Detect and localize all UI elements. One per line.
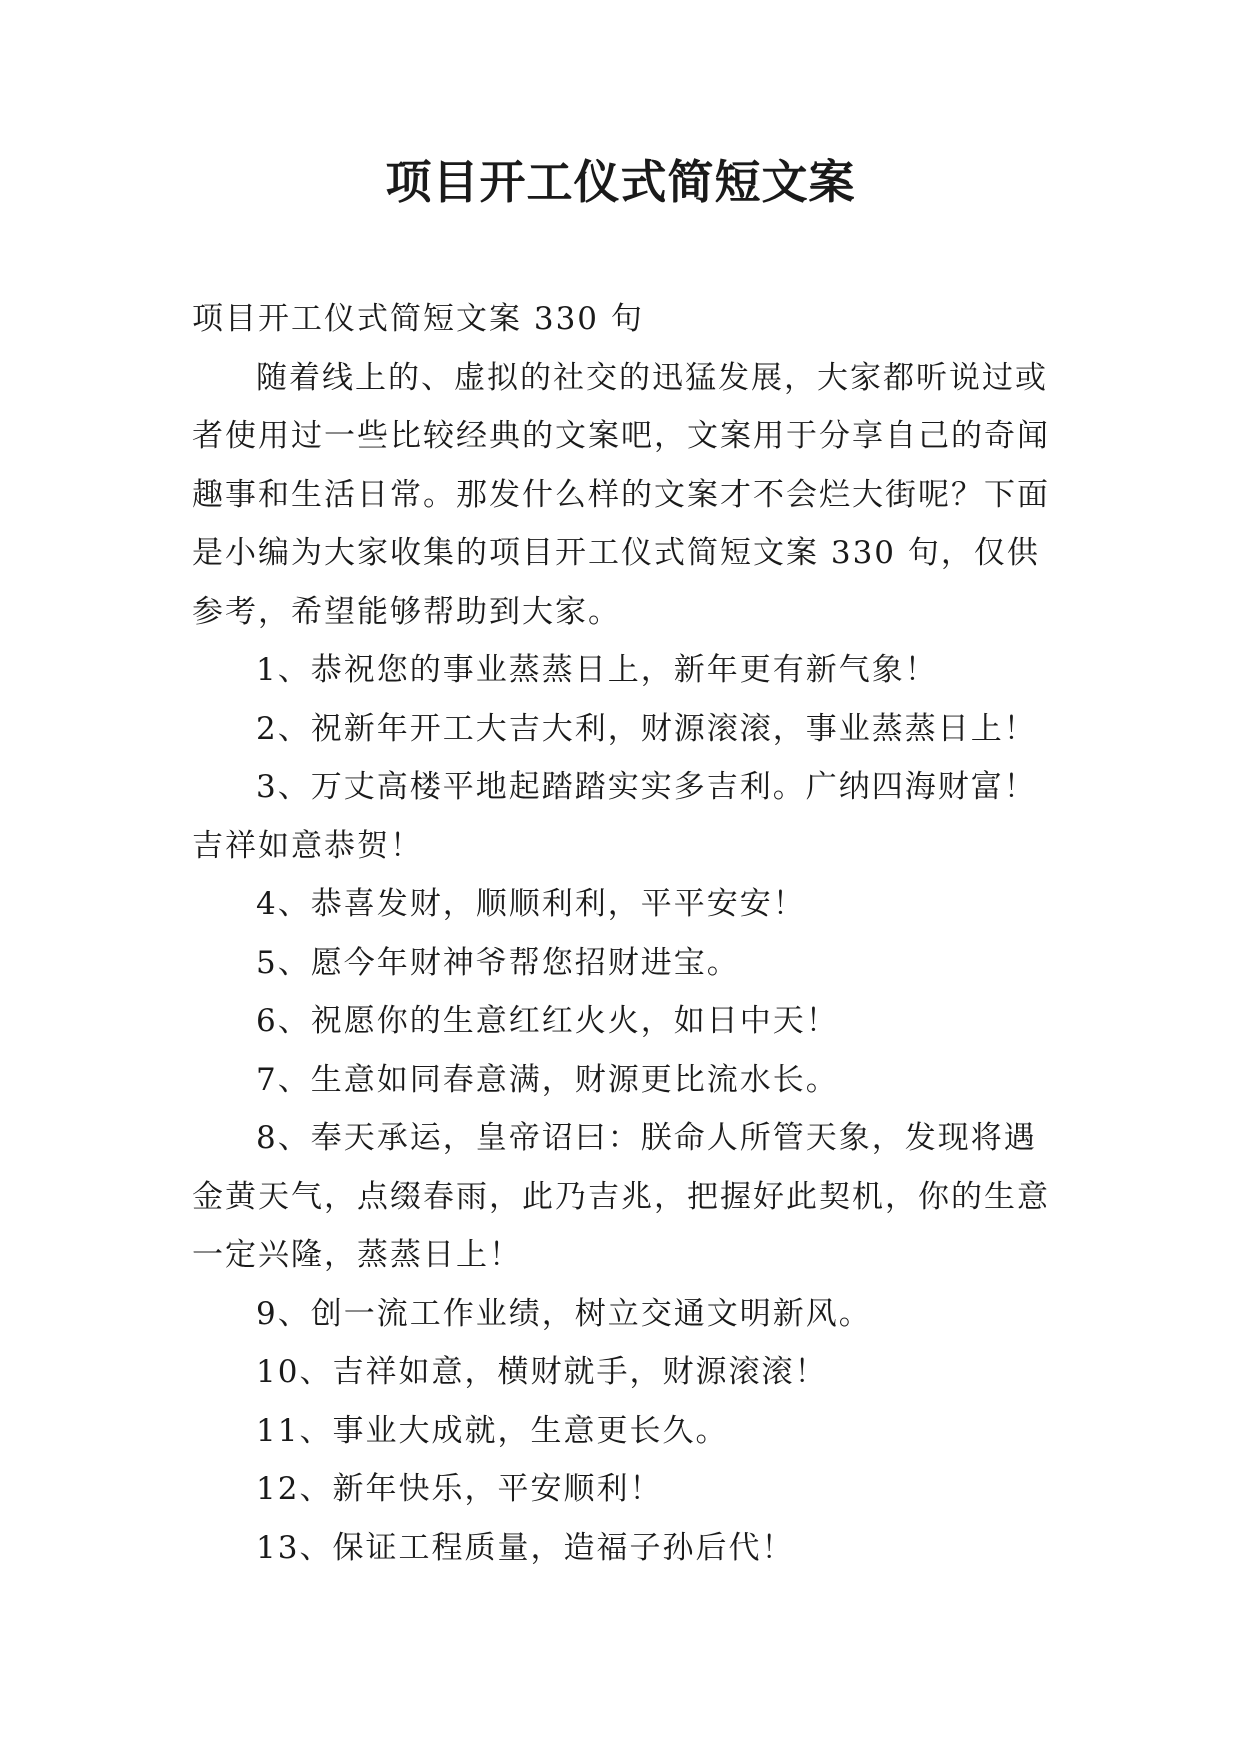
list-item: 1、恭祝您的事业蒸蒸日上，新年更有新气象！ [256, 652, 938, 688]
list-item: 11、事业大成就，生意更长久。 [256, 1412, 729, 1449]
document-title: 项目开工仪式简短文案 [385, 155, 856, 209]
list-item: 8、奉天承运，皇帝诏曰：朕命人所管天象，发现将遇金黄天气，点缀春雨，此乃吉兆，把握好此契机，你的生意一定兴隆，蒸蒸日上！ [192, 1120, 1050, 1273]
list-item: 9、创一流工作业绩，树立交通文明新风。 [256, 1295, 872, 1332]
list-item: 13、保证工程质量，造福子孙后代！ [256, 1529, 795, 1566]
list-item: 6、祝愿你的生意红红火火，如日中天！ [256, 1003, 839, 1039]
list-item: 5、愿今年财神爷帮您招财进宝。 [256, 944, 740, 981]
intro-paragraph: 随着线上的、虚拟的社交的迅猛发展，大家都听说过或者使用过一些比较经典的文案吧，文案用于分享自己的奇闻趣事和生活日常。那发什么样的文案才不会烂大街呢？下面是小编为大家收集的项目开工仪式简短文案 330 句，仅供参考，希望能够帮助到大家。 [192, 359, 1050, 630]
document-subtitle: 项目开工仪式简短文案 330 句 [192, 301, 644, 337]
list-item: 7、生意如同春意满，财源更比流水长。 [256, 1061, 839, 1098]
list-item: 4、恭喜发财，顺顺利利，平平安安！ [256, 886, 806, 922]
list-item: 2、祝新年开工大吉大利，财源滚滚，事业蒸蒸日上！ [256, 710, 1037, 747]
document-body [192, 290, 1050, 1577]
list-item: 10、吉祥如意，横财就手，财源滚滚！ [256, 1354, 828, 1390]
list-item: 3、万丈高楼平地起踏踏实实多吉利。广纳四海财富！吉祥如意恭贺！ [192, 769, 1037, 864]
list-item: 12、新年快乐，平安顺利！ [256, 1471, 663, 1507]
